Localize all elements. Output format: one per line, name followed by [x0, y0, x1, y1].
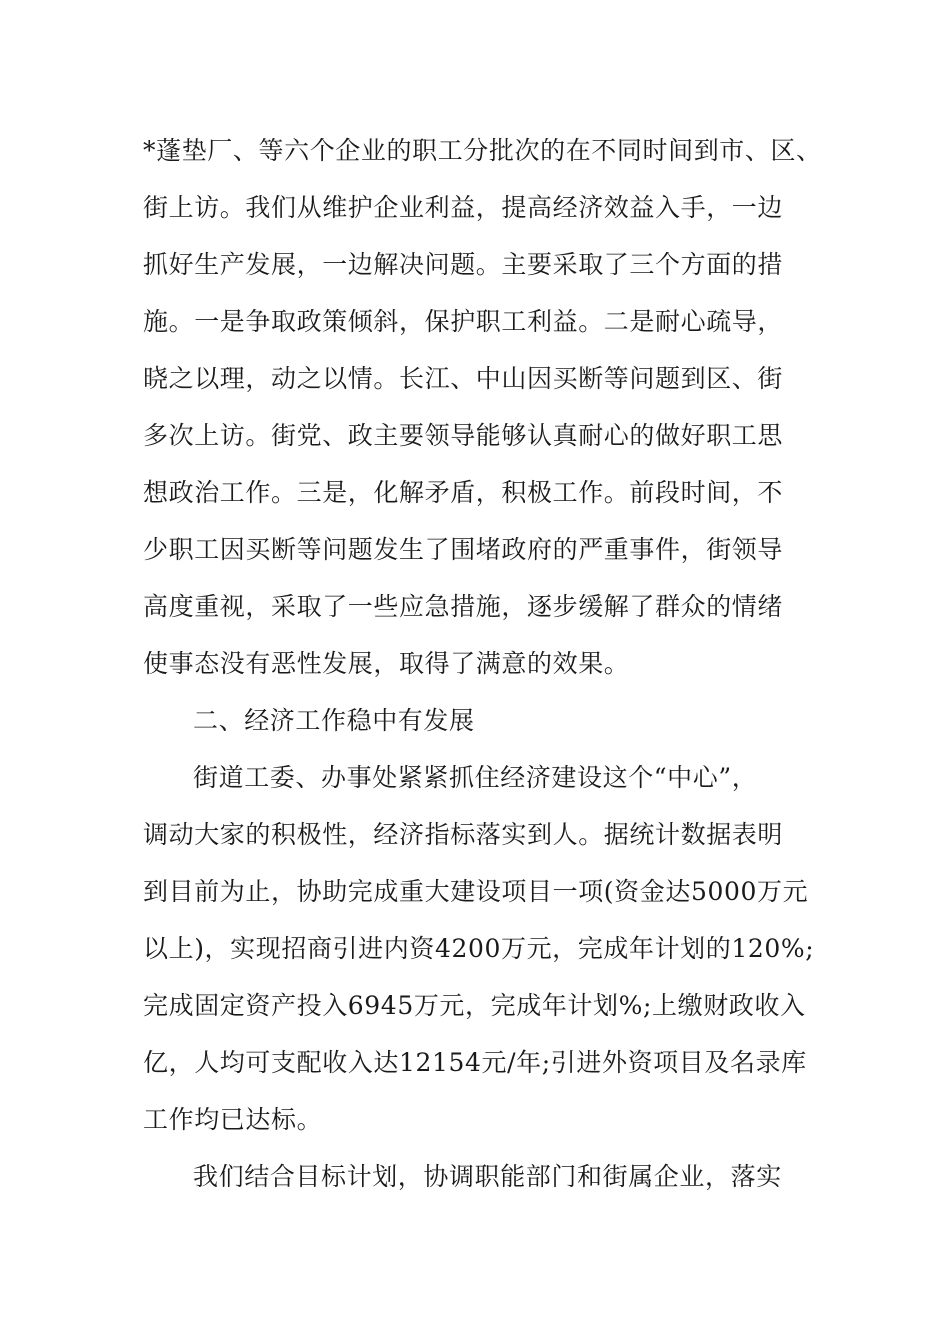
paragraph-line: 工作均已达标。	[143, 1105, 323, 1134]
paragraph-line: 抓好生产发展，一边解决问题。主要采取了三个方面的措	[143, 250, 784, 279]
paragraph-line: 施。一是争取政策倾斜，保护职工利益。二是耐心疏导，	[143, 307, 784, 336]
paragraph-line: *蓬垫厂、等六个企业的职工分批次的在不同时间到市、区、	[143, 136, 822, 165]
paragraph-line: 到目前为止，协助完成重大建设项目一项(资金达5000万元	[143, 877, 809, 906]
paragraph-line: 我们结合目标计划，协调职能部门和街属企业，落实	[193, 1162, 782, 1191]
paragraph-line: 少职工因买断等问题发生了围堵政府的严重事件，街领导	[143, 535, 784, 564]
paragraph-line: 想政治工作。三是，化解矛盾，积极工作。前段时间，不	[143, 478, 784, 507]
paragraph-line: 完成固定资产投入6945万元，完成年计划%;上缴财政收入	[143, 991, 806, 1020]
section-heading: 二、经济工作稳中有发展	[193, 706, 475, 735]
paragraph-line: 晓之以理，动之以情。长江、中山因买断等问题到区、街	[143, 364, 784, 393]
paragraph-line: 街道工委、办事处紧紧抓住经济建设这个“中心”，	[193, 763, 758, 792]
paragraph-line: 调动大家的积极性，经济指标落实到人。据统计数据表明	[143, 820, 784, 849]
paragraph-line: 亿，人均可支配收入达12154元/年;引进外资项目及名录库	[143, 1048, 807, 1077]
paragraph-line: 以上)，实现招商引进内资4200万元，完成年计划的120%;	[143, 934, 815, 963]
paragraph-line: 使事态没有恶性发展，取得了满意的效果。	[143, 649, 630, 678]
paragraph-line: 街上访。我们从维护企业利益，提高经济效益入手，一边	[143, 193, 784, 222]
paragraph-line: 多次上访。街党、政主要领导能够认真耐心的做好职工思	[143, 421, 784, 450]
paragraph-line: 高度重视，采取了一些应急措施，逐步缓解了群众的情绪	[143, 592, 784, 621]
